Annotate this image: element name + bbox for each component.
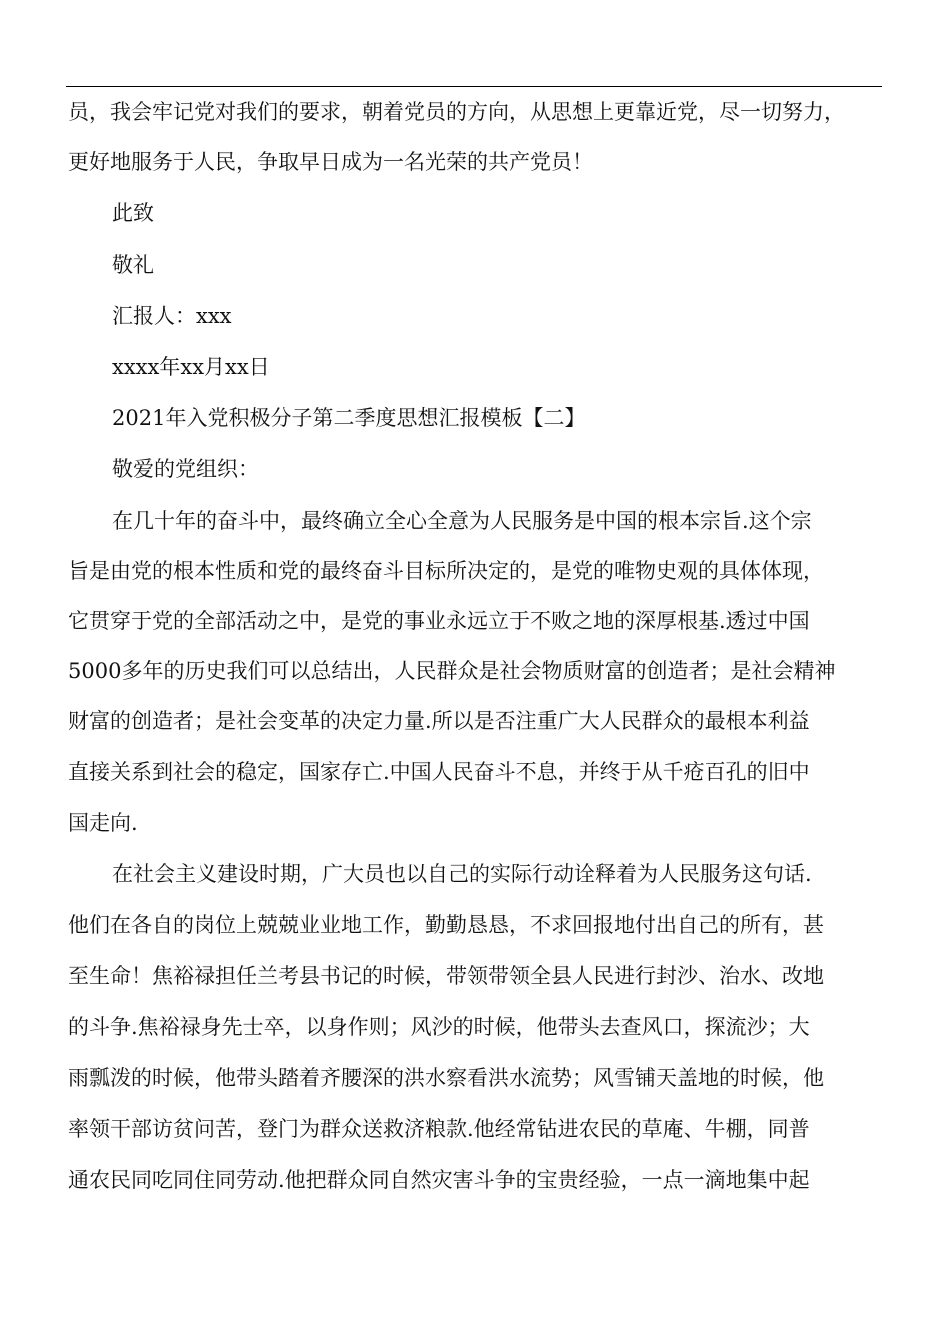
header-rule <box>66 86 882 87</box>
paragraph-line: 在社会主义建设时期，广大员也以自己的实际行动诠释着为人民服务这句话. <box>112 862 812 886</box>
paragraph-line: 他们在各自的岗位上兢兢业业地工作，勤勤恳恳，不求回报地付出自己的所有，甚 <box>68 913 824 937</box>
section-title: 2021年入党积极分子第二季度思想汇报模板【二】 <box>112 406 586 430</box>
paragraph-line: 它贯穿于党的全部活动之中，是党的事业永远立于不败之地的深厚根基.透过中国 <box>68 609 810 633</box>
paragraph-line: 5000多年的历史我们可以总结出，人民群众是社会物质财富的创造者；是社会精神 <box>68 659 836 683</box>
greeting: 敬爱的党组织： <box>112 457 259 481</box>
paragraph-line: 通农民同吃同住同劳动.他把群众同自然灾害斗争的宝贵经验，一点一滴地集中起 <box>68 1168 810 1192</box>
paragraph-line: 更好地服务于人民，争取早日成为一名光荣的共产党员！ <box>68 150 593 174</box>
salutation-closing: 此致 <box>112 201 154 225</box>
paragraph-line: 至生命！焦裕禄担任兰考县书记的时候，带领带领全县人民进行封沙、治水、改地 <box>68 964 824 988</box>
salutation-regards: 敬礼 <box>112 253 154 277</box>
paragraph-line: 国走向. <box>68 811 138 835</box>
paragraph-line: 旨是由党的根本性质和党的最终奋斗目标所决定的，是党的唯物史观的具体体现， <box>68 559 824 583</box>
report-date: xxxx年xx月xx日 <box>112 355 270 379</box>
reporter-name: 汇报人：xxx <box>112 304 232 328</box>
paragraph-line: 率领干部访贫问苦，登门为群众送救济粮款.他经常钻进农民的草庵、牛棚，同普 <box>68 1117 810 1141</box>
paragraph-line: 的斗争.焦裕禄身先士卒，以身作则；风沙的时候，他带头去查风口，探流沙；大 <box>68 1015 810 1039</box>
paragraph-line: 雨瓢泼的时候，他带头踏着齐腰深的洪水察看洪水流势；风雪铺天盖地的时候，他 <box>68 1066 824 1090</box>
paragraph-line: 在几十年的奋斗中，最终确立全心全意为人民服务是中国的根本宗旨.这个宗 <box>112 509 812 533</box>
paragraph-line: 直接关系到社会的稳定，国家存亡.中国人民奋斗不息，并终于从千疮百孔的旧中 <box>68 760 810 784</box>
paragraph-line: 员，我会牢记党对我们的要求，朝着党员的方向，从思想上更靠近党，尽一切努力， <box>68 100 845 124</box>
paragraph-line: 财富的创造者；是社会变革的决定力量.所以是否注重广大人民群众的最根本利益 <box>68 709 810 733</box>
